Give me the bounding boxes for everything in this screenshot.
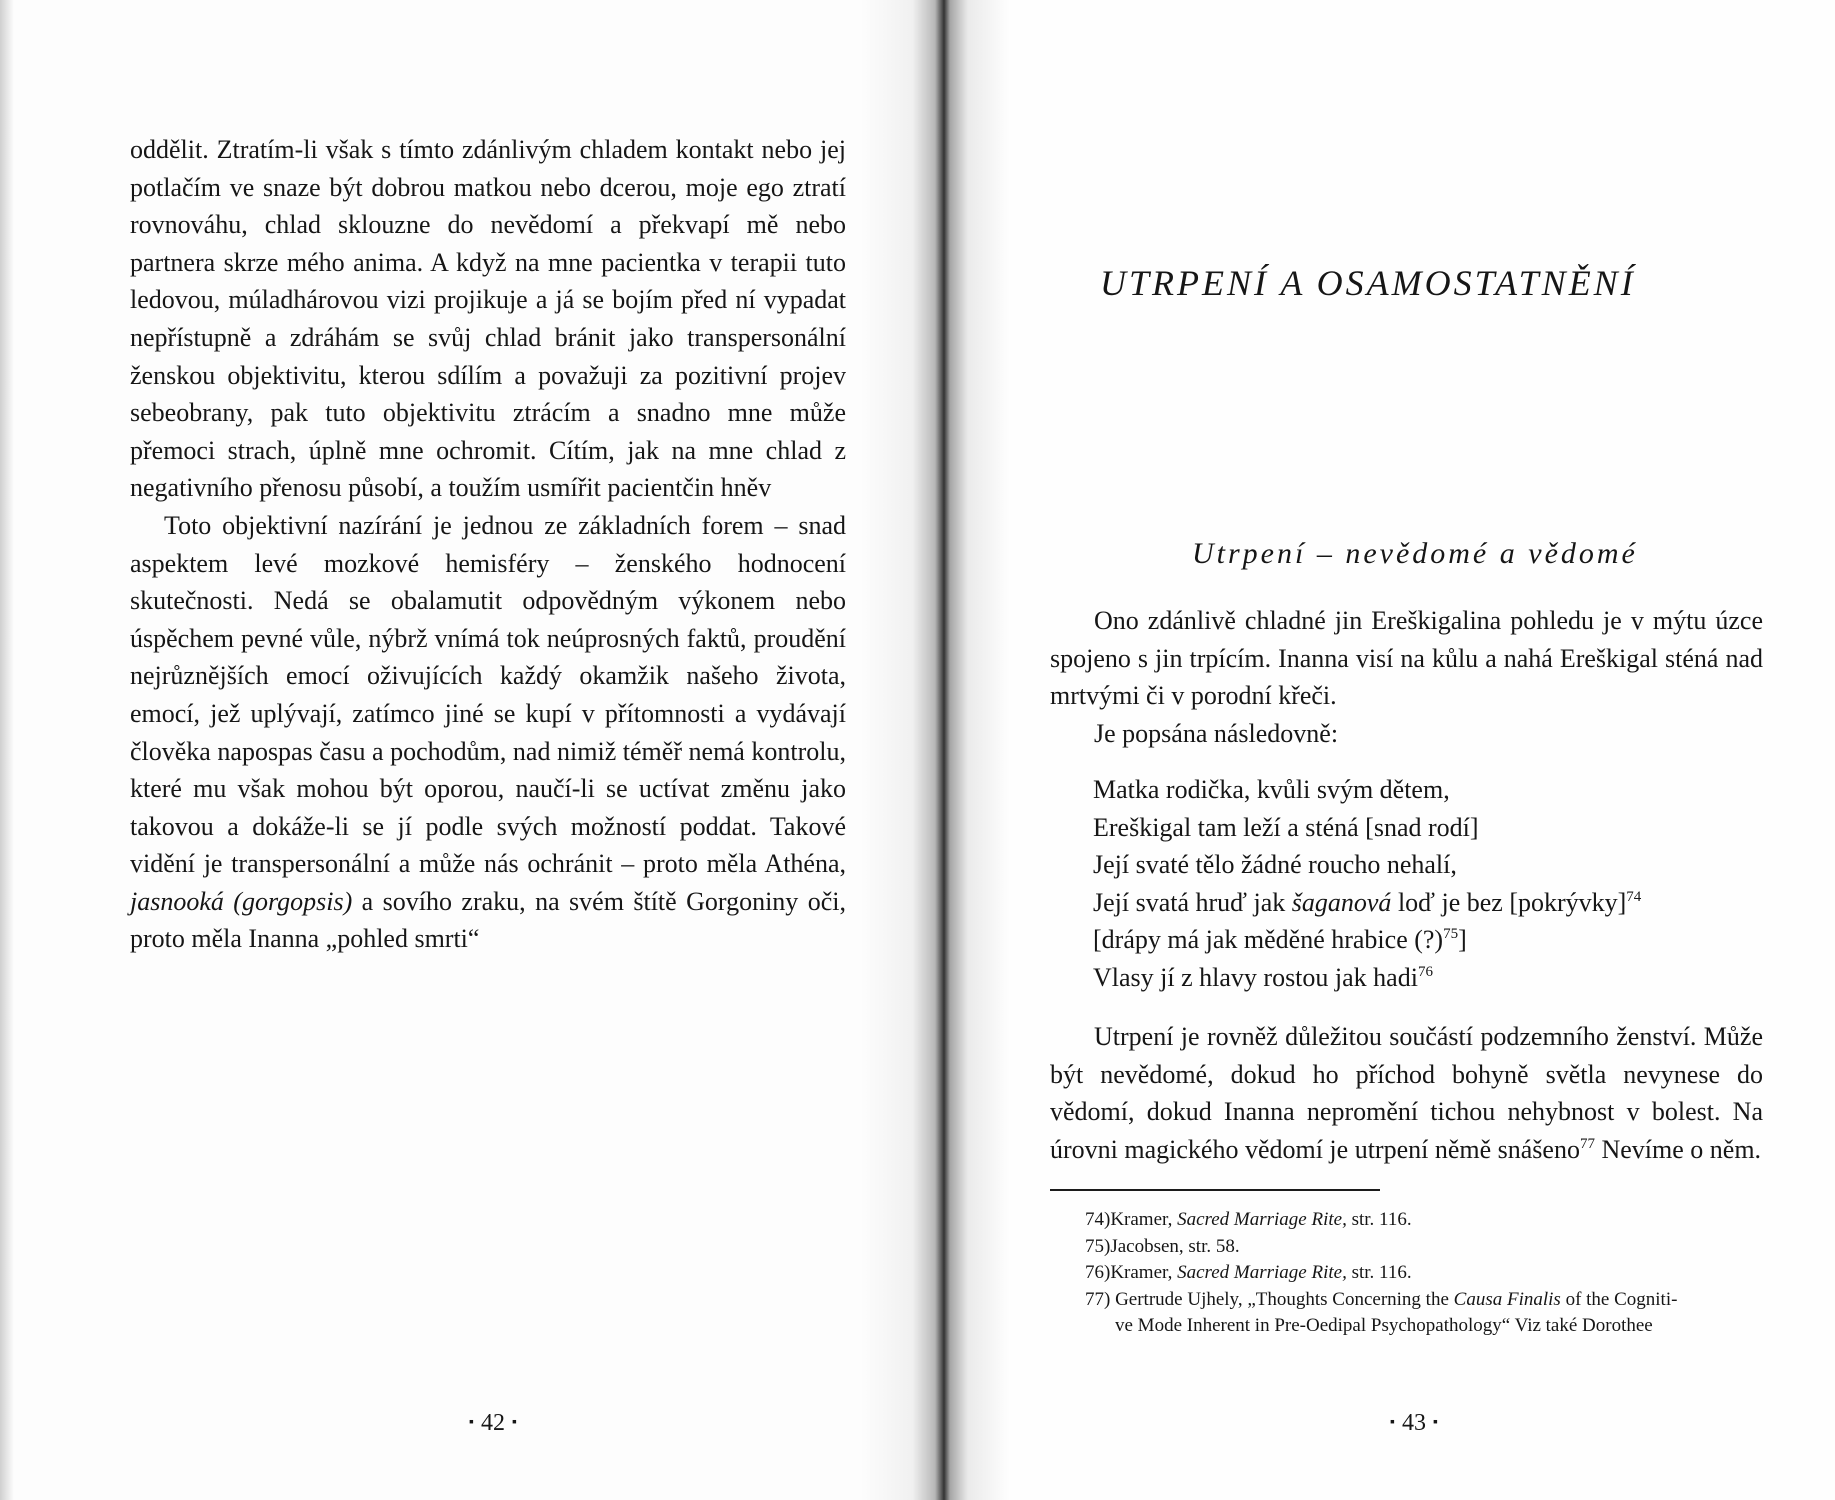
italic-text: Sacred Marriage Rite, xyxy=(1177,1262,1347,1284)
text-run: Toto objektivní nazírání je jednou ze základních forem – snad aspektem levé mozkové hemisféry – ženského hodnocení skutečnosti. Nedá se obalamutit odpovědným výkonem nebo úspěchem pevné vůle, nýbrž vnímá tok neúprosných faktů, proudění nejrůznějších emocí oživujících každý okamžik našeho života, emocí, jež uplývají, zatímco jiné se kupí v přítomnosti a vydávají člověka napospas času a pochodům, nad nimiž téměř nemá kontrolu, které mu však mohou být oporou, naučí-li se uctívat změnu jako takovou a dokáže-li se jí podle svých možností poddat. Takové vidění je transpersonální a může nás ochránit – proto měla Athéna, xyxy=(130,510,846,879)
text-run: Její svatá hruď jak xyxy=(1093,887,1292,917)
poem-line xyxy=(1093,921,1773,959)
paragraph: Je popsána následovně: xyxy=(1094,718,1339,748)
footnote-76 xyxy=(1085,1260,1765,1287)
page-number-ornament: ▪ xyxy=(469,1415,474,1430)
footnotes xyxy=(1085,1207,1765,1340)
text-run: Jacobsen, str. 58. xyxy=(1110,1235,1240,1257)
poem-line: Ereškigal tam leží a sténá [snad rodí] xyxy=(1093,812,1479,842)
text-run: loď je bez [pokrývky] xyxy=(1391,887,1627,917)
chapter-title: UTRPENÍ A OSAMOSTATNĚNÍ xyxy=(1100,263,1636,303)
poem-line xyxy=(1093,884,1773,922)
page-edge-shadow xyxy=(0,0,14,1500)
paragraph: oddělit. Ztratím-li však s tímto zdánlivým chladem kontakt nebo jej potlačím ve snaze být dobrou matkou nebo dcerou, moje ego ztratí rovnováhu, chlad sklouzne do nevědomí a překvapí mě nebo partnera skrze mého anima. A když na mne pacientka v terapii tuto ledovou, múladhárovou vizi projikuje a já se bojím před ní vypadat nepřístupně a zdráhám se svůj chlad bránit jako transpersonální ženskou objektivitu, kterou sdílím a považuji za pozitivní projev sebeobrany, pak tuto objektivitu ztrácím a snadno mne může přemoci strach, úplně mne ochromit. Cítím, jak na mne chlad z negativního přenosu působí, a toužím usmířit pacientčin hněv xyxy=(130,135,846,503)
page-number xyxy=(1383,1410,1445,1437)
footnote-77 xyxy=(1085,1287,1765,1314)
footnote-number: 76) xyxy=(1085,1262,1111,1284)
text-run: ] xyxy=(1458,925,1467,954)
italic-text: jasnooká (gorgopsis) xyxy=(130,886,353,916)
section-title: Utrpení – nevědomé a vědomé xyxy=(1192,537,1638,570)
text-run: str. 116. xyxy=(1346,1262,1412,1284)
footnote-ref[interactable]: 74 xyxy=(1626,888,1642,905)
page-number-ornament: ▪ xyxy=(1390,1415,1395,1430)
page-number-ornament: ▪ xyxy=(511,1415,517,1430)
text-run: Vlasy jí z hlavy rostou jak hadi xyxy=(1093,962,1418,992)
text-run: Kramer, xyxy=(1110,1209,1178,1230)
text-run: [drápy má jak měděné hrabice (?) xyxy=(1093,925,1444,954)
body-text xyxy=(1050,1018,1763,1168)
page-number xyxy=(462,1410,524,1437)
footnote-number: 77) xyxy=(1085,1288,1111,1310)
paragraph xyxy=(1050,1018,1763,1168)
poem-line xyxy=(1093,959,1773,997)
text-run: Utrpení je rovněž důležitou součástí podzemního ženství. Může být nevědomé, dokud ho příchod bohyně světla nevynese do vědomí, dokud Inanna nepromění tichou nehybnost v bolest. Na úrovni magického vědomí je utrpení němě snášeno xyxy=(1050,1022,1763,1164)
text-run: Gertrude Ujhely, „Thoughts Concerning the xyxy=(1110,1288,1454,1310)
text-run: Kramer, xyxy=(1110,1262,1178,1284)
footnote-ref[interactable]: 77 xyxy=(1579,1135,1595,1152)
footnote-77-continued: ve Mode Inherent in Pre-Oedipal Psychopathology“ Viz také Dorothee xyxy=(1115,1315,1653,1337)
paragraph xyxy=(130,507,846,958)
poem-line: Její svaté tělo žádné roucho nehalí, xyxy=(1093,850,1457,879)
left-page-body xyxy=(130,131,846,958)
italic-text: Sacred Marriage Rite, xyxy=(1177,1209,1347,1230)
paragraph: Ono zdánlivě chladné jin Ereškigalina pohledu je v mýtu úzce spojeno s jin trpícím. Inanna visí na kůlu a nahá Ereškigal sténá nad mrtvými či v porodní křeči. xyxy=(1050,606,1763,711)
poem-line: Matka rodička, kvůli svým dětem, xyxy=(1093,775,1450,804)
footnote-divider xyxy=(1050,1189,1380,1191)
intro-text xyxy=(1050,602,1763,752)
poem xyxy=(1093,771,1773,996)
footnote-ref[interactable]: 75 xyxy=(1443,926,1459,942)
footnote-74 xyxy=(1085,1207,1765,1234)
page-number-ornament: ▪ xyxy=(1432,1415,1438,1430)
footnote-ref[interactable]: 76 xyxy=(1417,963,1433,980)
text-run: a sovího zraku, na svém štítě Gorgoniny oči, proto měla Inanna „pohled smrti“ xyxy=(130,886,847,954)
text-run: Nevíme o něm. xyxy=(1594,1134,1762,1164)
footnote-number: 75) xyxy=(1085,1235,1111,1257)
page-number-value: 43 xyxy=(1401,1410,1426,1436)
page-number-value: 42 xyxy=(480,1410,505,1436)
footnote-number: 74) xyxy=(1085,1209,1111,1230)
text-run: of the Cogniti- xyxy=(1560,1288,1678,1310)
italic-text: Causa Finalis xyxy=(1453,1288,1561,1310)
text-run: str. 116. xyxy=(1346,1209,1412,1230)
italic-text: šaganová xyxy=(1291,887,1392,917)
footnote-75 xyxy=(1085,1234,1765,1261)
